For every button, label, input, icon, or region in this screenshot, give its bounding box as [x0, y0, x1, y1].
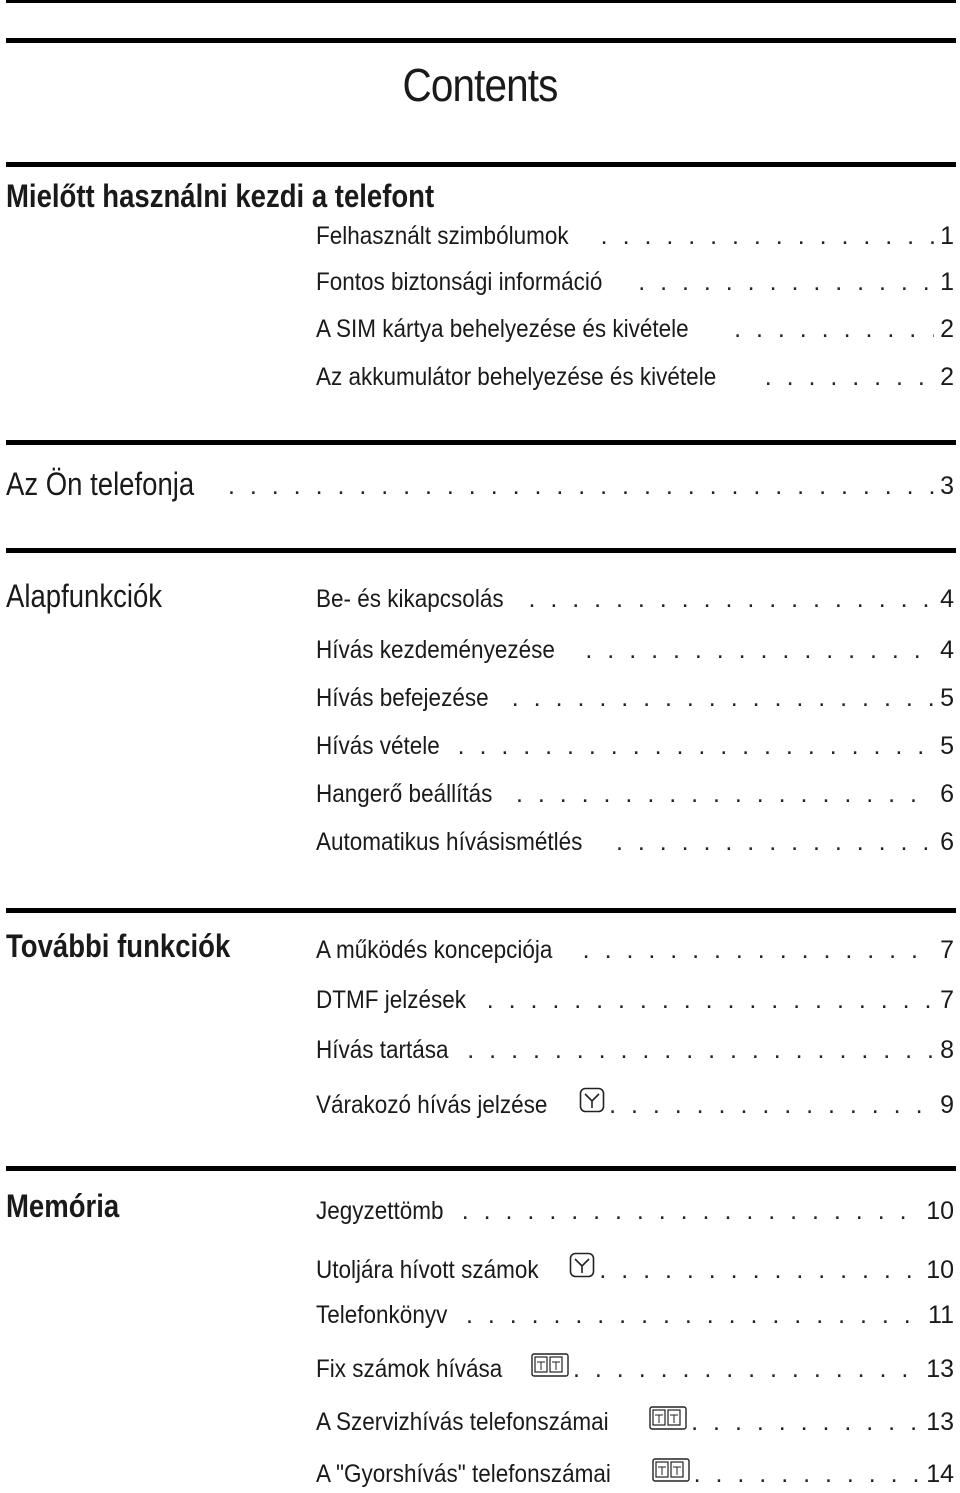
toc-entry[interactable] [316, 684, 954, 713]
toc-entry[interactable] [316, 1301, 954, 1330]
toc-entry-label: Jegyzettömb [316, 1197, 444, 1225]
dot-leader [508, 684, 934, 713]
toc-entry-label: A SIM kártya behelyezése és kivétele [316, 315, 689, 343]
toc-entry[interactable] [316, 1353, 954, 1384]
toc-entry-page: 3 [940, 472, 954, 500]
toc-entry[interactable] [316, 363, 954, 392]
toc-entry-label: A Szervizhívás telefonszámai [316, 1408, 609, 1436]
toc-entry[interactable] [224, 472, 954, 501]
toc-entry-label: Várakozó hívás jelzése [316, 1091, 548, 1119]
dot-leader [512, 780, 934, 809]
toc-entry-page: 6 [940, 780, 954, 808]
toc-entry[interactable] [316, 268, 954, 297]
section-title-before-use: Mielőtt használni kezdi a telefont [6, 178, 435, 214]
dot-leader [690, 1460, 921, 1489]
toc-entry[interactable] [316, 585, 954, 614]
toc-entry-label: Fix számok hívása [316, 1355, 503, 1383]
toc-entry[interactable] [316, 828, 954, 857]
toc-entry-label: Fontos biztonsági információ [316, 268, 603, 296]
dot-leader [524, 585, 934, 614]
title-top-rule [6, 38, 956, 43]
toc-entry[interactable] [316, 222, 954, 251]
toc-entry[interactable] [316, 986, 954, 1015]
toc-entry[interactable] [316, 315, 954, 344]
dot-leader [579, 936, 934, 965]
toc-entry-page: 1 [940, 222, 954, 250]
toc-entry-page: 10 [926, 1197, 954, 1225]
toc-entry-page: 1 [940, 268, 954, 296]
toc-entry-label: DTMF jelzések [316, 986, 467, 1014]
section-rule [6, 548, 956, 553]
toc-entry[interactable] [316, 936, 954, 965]
toc-entry-page: 8 [940, 1036, 954, 1064]
dot-leader [595, 1256, 920, 1285]
dot-leader [224, 472, 934, 501]
toc-entry-label: Hívás befejezése [316, 684, 489, 712]
dot-leader [454, 732, 935, 761]
dot-leader [463, 1036, 934, 1065]
toc-entry-label: Utoljára hívott számok [316, 1256, 539, 1284]
toc-entry[interactable] [316, 1406, 954, 1437]
top-rule [6, 0, 956, 3]
page-title: Contents [402, 59, 558, 111]
toc-entry-label: Hangerő beállítás [316, 780, 493, 808]
toc-entry-label: Hívás tartása [316, 1036, 449, 1064]
section-title-more-functions: További funkciók [6, 928, 231, 964]
toc-entry-label: Felhasznált szimbólumok [316, 222, 569, 250]
network-service-icon [579, 1087, 605, 1113]
toc-entry-label: Hívás vétele [316, 732, 440, 760]
dot-leader [730, 315, 934, 344]
section-title-your-phone: Az Ön telefonja [6, 466, 195, 502]
dot-leader [597, 222, 934, 251]
dot-leader [761, 363, 934, 392]
toc-entry-label: Be- és kikapcsolás [316, 585, 504, 613]
toc-entry-page: 13 [926, 1408, 954, 1436]
dot-leader [687, 1408, 920, 1437]
toc-entry-page: 13 [926, 1355, 954, 1383]
section-rule [6, 1166, 956, 1171]
toc-entry-label: A "Gyorshívás" telefonszámai [316, 1460, 611, 1488]
dot-leader [462, 1301, 922, 1330]
toc-entry-page: 7 [940, 986, 954, 1014]
dot-leader [569, 1355, 920, 1384]
title-bottom-rule [6, 162, 956, 167]
toc-entry-page: 2 [940, 315, 954, 343]
dot-leader [483, 986, 934, 1015]
section-title-basic-functions: Alapfunkciók [6, 578, 163, 614]
dot-leader [458, 1197, 920, 1226]
toc-entry-page: 4 [940, 636, 954, 664]
toc-entry[interactable] [316, 1197, 954, 1226]
toc-entry-page: 9 [940, 1091, 954, 1119]
toc-entry-label: Hívás kezdeményezése [316, 636, 555, 664]
dot-leader [634, 268, 934, 297]
toc-entry-page: 5 [940, 684, 954, 712]
sim-card-icon [649, 1406, 687, 1430]
toc-entry-page: 10 [926, 1256, 954, 1284]
toc-entry[interactable] [316, 636, 954, 665]
dot-leader [605, 1091, 934, 1120]
sim-card-icon [531, 1353, 569, 1377]
toc-entry[interactable] [316, 780, 954, 809]
toc-entry[interactable] [316, 1087, 954, 1120]
toc-entry-page: 7 [940, 936, 954, 964]
toc-entry-page: 11 [928, 1301, 954, 1329]
toc-entry[interactable] [316, 1036, 954, 1065]
toc-entry-label: Automatikus hívásismétlés [316, 828, 583, 856]
sim-card-icon [652, 1458, 690, 1482]
toc-entry-label: Telefonkönyv [316, 1301, 448, 1329]
toc-entry-page: 5 [940, 732, 954, 760]
dot-leader [612, 828, 934, 857]
toc-entry-page: 14 [926, 1460, 954, 1488]
toc-entry-label: A működés koncepciója [316, 936, 553, 964]
network-service-icon [569, 1252, 595, 1278]
toc-entry[interactable] [316, 732, 954, 761]
section-title-memory: Memória [6, 1188, 120, 1224]
toc-entry-page: 6 [940, 828, 954, 856]
section-rule [6, 908, 956, 913]
toc-entry-label: Az akkumulátor behelyezése és kivétele [316, 363, 717, 391]
toc-entry[interactable] [316, 1252, 954, 1285]
toc-entry-page: 2 [940, 363, 954, 391]
toc-entry-page: 4 [940, 585, 954, 613]
section-rule [6, 440, 956, 445]
toc-entry[interactable] [316, 1458, 954, 1489]
dot-leader [581, 636, 934, 665]
